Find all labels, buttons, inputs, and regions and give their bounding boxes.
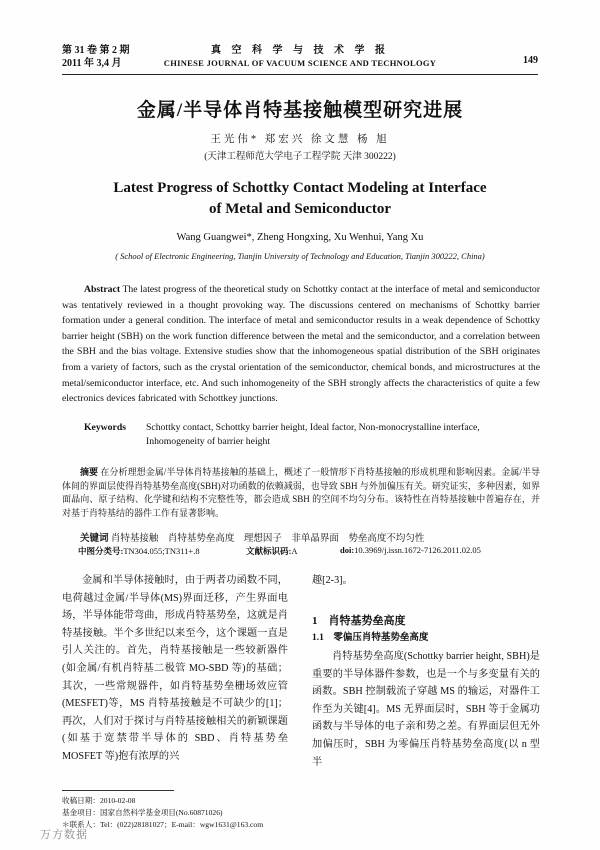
journal-name-cn: 真 空 科 学 与 技 术 学 报 [211,45,389,56]
abstract-en [62,282,540,407]
article-title-en-line1: Latest Progress of Schottky Contact Modeling at Interface [113,180,487,196]
article-title-cn: 金属/半导体肖特基接触模型研究进展 [136,100,464,121]
article-title-en [62,178,538,220]
issue-date: 2011 年 3,4 月 [62,58,122,69]
page-number: 149 [523,55,538,66]
affiliation-en: ( School of Electronic Engineering, Tianjin University of Technology and Education, Tianjin 300222, China) [115,251,485,261]
keywords-en [84,421,540,449]
footnote-rule [62,790,174,791]
keywords-en-text: Schottky contact, Schottky barrier height, Ideal factor, Non-monocrystalline interface, Inhomogeneity of barrier height [146,422,480,447]
authors-cn: 王光伟* 郑宏兴 徐文慧 杨 旭 [210,134,390,145]
section-heading-1: 1 肖特基势垒高度 [312,615,406,627]
volume-issue: 第 31 卷 第 2 期 [62,45,130,56]
keywords-cn-label: 关键词 [80,534,109,544]
abstract-en-text: The latest progress of the theoretical study on Schottky contact at the interface of metal and semiconductor was tentatively reviewed in a thought provoking way. The discussions centered on mechanisms of Schottky barrier formation under a general condition. The interface of metal and semiconductor results in a weak dependence of Schottky barrier height (SBH) on the work function difference between the metal and the semiconductor, and a correlation between the SBH and the bias voltage. Extensive studies show that the inhomogeneous spatial distribution of the SBH originates from a variety of factors, such as the crystal orientation of the semiconductor, chemical bonds, and microstructures at the metal/semiconductor interface, etc. And such inhomogeneity of the SBH strongly affects the characteristics of quite a few electronics devices fabricated with Schottkey junctions. [62,284,540,405]
doi-label: doi: [340,545,355,555]
affiliation-cn: (天津工程师范大学电子工程学院 天津 300222) [204,152,396,162]
clc-value: TN304.055;TN311+.8 [123,546,200,556]
footnote-contact: ＊联系人：Tel：(022)28181027；E-mail：wgw1631@163.com [62,820,264,829]
clc-label: 中图分类号: [78,546,124,556]
keywords-en-label: Keywords [84,422,126,433]
journal-name-block [150,44,450,70]
doc-code [246,545,297,557]
abstract-cn [62,466,540,520]
authors-en: Wang Guangwei*, Zheng Hongxing, Xu Wenhui, Yang Xu [176,232,424,243]
body-right-column: 肖特基势垒高度(Schottky barrier height, SBH)是重要的半导体器件参数，也是一个与多变量有关的函数。SBH 控制载流子穿越 MS 的输运，对器件工作至为关键[4]。MS 无界面层时，SBH 等于金属功函数与半导体的电子亲和势之差。有界面层但无外加偏压时，SBH 为零偏压肖特基势垒高度(以 n 型半 [312,651,540,768]
abstract-cn-label: 摘要 [80,467,99,477]
volume-issue-block [62,44,130,70]
abstract-en-label: Abstract [84,284,121,295]
clc-code [78,545,200,557]
article-title-en-line2: of Metal and Semiconductor [208,201,392,217]
footnote-received: 收稿日期：2010-02-08 [62,796,136,805]
doc-code-value: A [291,546,298,556]
header-rule [62,74,538,75]
body-left-column: 金属和半导体接触时，由于两者功函数不同，电荷越过金属/半导体(MS)界面迁移，产生界面电场，半导体能带弯曲，形成肖特基势垒，这就是肖特基接触。半个多世纪以来至今，这个课题一直是引人关注的。首先，肖特基接触是一些较新器件(如金属/有机肖特基二极管 MO-SBD 等)的基础；其次，一些常规器件，如肖特基势垒栅场效应管(MESFET)等，MS 肖特基接触是不可缺少的[1]；再次，人们对于探讨与肖特基接触相关的新颖课题(如基于宽禁带半导体的 SBD、肖特基势垒 MOSFET 等)抱有浓厚的兴 [62,575,288,762]
section-heading-1-1: 1.1 零偏压肖特基势垒高度 [312,633,429,643]
footnote-fund: 基金项目：国家自然科学基金项目(No.60871026) [62,808,223,817]
keywords-cn [80,530,424,544]
doi-value: 10.3969/j.issn.1672-7126.2011.02.05 [354,545,481,555]
wanfang-watermark: 万方数据 [40,829,88,841]
abstract-cn-text: 在分析理想金属/半导体肖特基接触的基础上，概述了一般情形下肖特基接触的形成机理和影响因素。金属/半导体间的界面层使得肖特基势垒高度(SBH)对功函数的依赖减弱，也导致 SBH 与外加偏压有关。研究证实，多种因素，如界面晶向、原子结构、化学键和结构不完整性等，都会造成 SBH 的空间不均匀分布。该特性在肖特基接触中普遍存在，并对基于肖特基结的器件工作有显著影响。 [62,467,540,518]
doc-code-label: 文献标识码: [246,546,292,556]
journal-name-en: CHINESE JOURNAL OF VACUUM SCIENCE AND TECHNOLOGY [163,58,437,68]
doi [340,545,481,555]
keywords-cn-text: 肖特基接触 肖特基势垒高度 理想因子 非单晶界面 势垒高度不均匀性 [110,534,425,544]
body-right-continuation: 趣[2-3]。 [312,575,353,586]
